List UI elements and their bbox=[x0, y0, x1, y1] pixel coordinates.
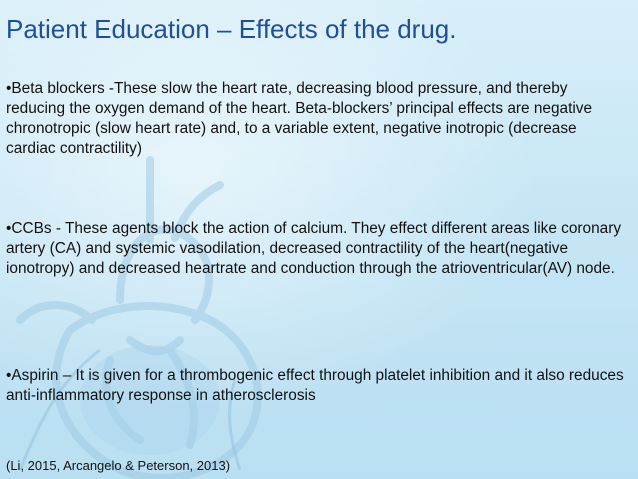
bullet-ccbs: •CCBs - These agents block the action of calcium. They effect different areas like coronary artery (CA) and systemic vasodilation, decreased contractility of the heart(negative ionotropy) and decreased heartrate and conduction through the atrioventricular(AV) node. bbox=[6, 220, 622, 277]
bullet-beta-blockers: •Beta blockers -These slow the heart rate, decreasing blood pressure, and thereby reducing the oxygen demand of the heart. Beta-blockers’ principal effects are negative chronotropic (slow heart rate) and, to a variable extent, negative inotropic (decrease cardiac contractility) bbox=[6, 80, 593, 157]
bullet-aspirin: •Aspirin – It is given for a thrombogenic effect through platelet inhibition and it also reduces anti-inflammatory response in atherosclerosis bbox=[6, 367, 624, 404]
citation: (Li, 2015, Arcangelo & Peterson, 2013) bbox=[6, 458, 231, 473]
slide-title: Patient Education – Effects of the drug. bbox=[6, 14, 457, 44]
